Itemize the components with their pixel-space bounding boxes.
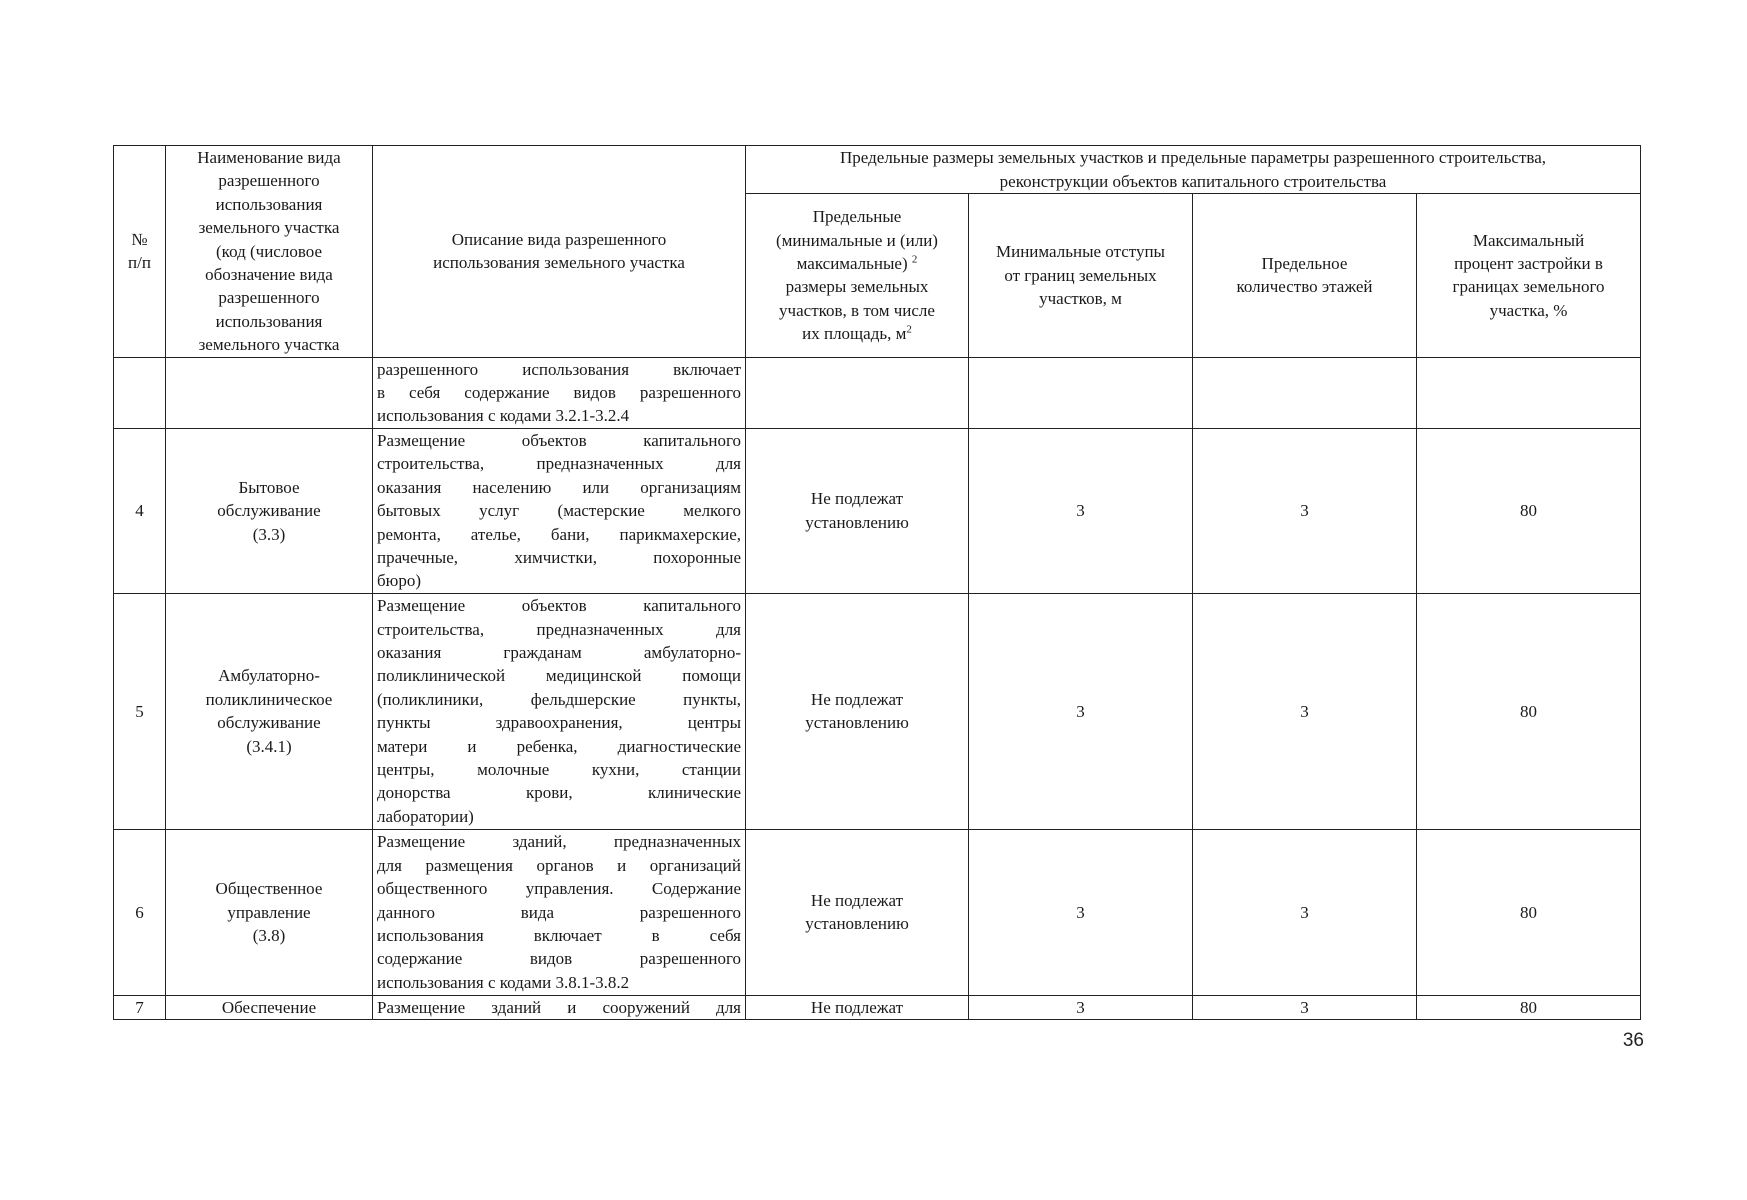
- table-row: [114, 593, 1641, 829]
- cell-description: Размещение зданий, предназначенных для размещения органов и организаций общественного управления. Содержание данного вида разрешенного использования включает в себя содержание видов разрешенного использования с кодами 3.8.1-3.8.2: [373, 829, 746, 995]
- cell-size: [746, 357, 969, 428]
- table-row: [114, 829, 1641, 995]
- cell-floors: 3: [1193, 995, 1417, 1019]
- cell-name: Обеспечение: [166, 995, 373, 1019]
- cell-setback: 3: [969, 995, 1193, 1019]
- cell-size: Не подлежат установлению: [746, 428, 969, 593]
- header-setback: Минимальные отступы от границ земельных участков, м: [969, 194, 1193, 358]
- header-coverage: Максимальный процент застройки в границах земельного участка, %: [1417, 194, 1641, 358]
- table-row: [114, 357, 1641, 428]
- cell-description: Размещение объектов капитального строительства, предназначенных для оказания гражданам амбулаторно- поликлинической медицинской помощи (поликлиники, фельдшерские пункты, пункты здравоохранения, центры матери и ребенка, диагностические центры, молочные кухни, станции донорства крови, клинические лаборатории): [373, 593, 746, 829]
- cell-floors: 3: [1193, 593, 1417, 829]
- cell-floors: 3: [1193, 428, 1417, 593]
- cell-num: [114, 357, 166, 428]
- cell-size: Не подлежат: [746, 995, 969, 1019]
- page-number: 36: [1622, 1030, 1644, 1051]
- cell-size: Не подлежат установлению: [746, 593, 969, 829]
- table-header: [114, 146, 1641, 358]
- cell-setback: 3: [969, 428, 1193, 593]
- cell-coverage: 80: [1417, 829, 1641, 995]
- cell-name: [166, 357, 373, 428]
- cell-floors: 3: [1193, 829, 1417, 995]
- cell-description: Размещение объектов капитального строительства, предназначенных для оказания населению или организациям бытовых услуг (мастерские мелкого ремонта, ателье, бани, парикмахерские, прачечные, химчистки, похоронные бюро): [373, 428, 746, 593]
- cell-num: 5: [114, 593, 166, 829]
- cell-setback: 3: [969, 829, 1193, 995]
- cell-size: Не подлежат установлению: [746, 829, 969, 995]
- header-group: Предельные размеры земельных участков и предельные параметры разрешенного строительства, реконструкции объектов капитального строительства: [746, 146, 1641, 194]
- cell-name: Общественное управление (3.8): [166, 829, 373, 995]
- cell-setback: [969, 357, 1193, 428]
- cell-setback: 3: [969, 593, 1193, 829]
- header-size: Предельные (минимальные и (или) максимальные) $^2$ размеры земельных участков, в том числе их площадь, $м^2$: [746, 194, 969, 358]
- cell-coverage: 80: [1417, 428, 1641, 593]
- cell-num: 7: [114, 995, 166, 1019]
- header-floors: Предельное количество этажей: [1193, 194, 1417, 358]
- cell-num: 4: [114, 428, 166, 593]
- cell-num: 6: [114, 829, 166, 995]
- cell-coverage: [1417, 357, 1641, 428]
- table-body: [114, 357, 1641, 1019]
- table-row: [114, 995, 1641, 1019]
- cell-name: Бытовое обслуживание (3.3): [166, 428, 373, 593]
- cell-description: разрешенного использования включает в себя содержание видов разрешенного использования с кодами 3.2.1-3.2.4: [373, 357, 746, 428]
- header-description: Описание вида разрешенного использования земельного участка: [373, 146, 746, 358]
- cell-name: Амбулаторно- поликлиническое обслуживание (3.4.1): [166, 593, 373, 829]
- regulations-table: [113, 145, 1641, 1020]
- cell-coverage: 80: [1417, 593, 1641, 829]
- cell-floors: [1193, 357, 1417, 428]
- cell-coverage: 80: [1417, 995, 1641, 1019]
- cell-description: Размещение зданий и сооружений для: [373, 995, 746, 1019]
- header-num: № п/п: [114, 146, 166, 358]
- header-name: Наименование вида разрешенного использования земельного участка (код (числовое обозначение вида разрешенного использования земельного участка: [166, 146, 373, 358]
- table-row: [114, 428, 1641, 593]
